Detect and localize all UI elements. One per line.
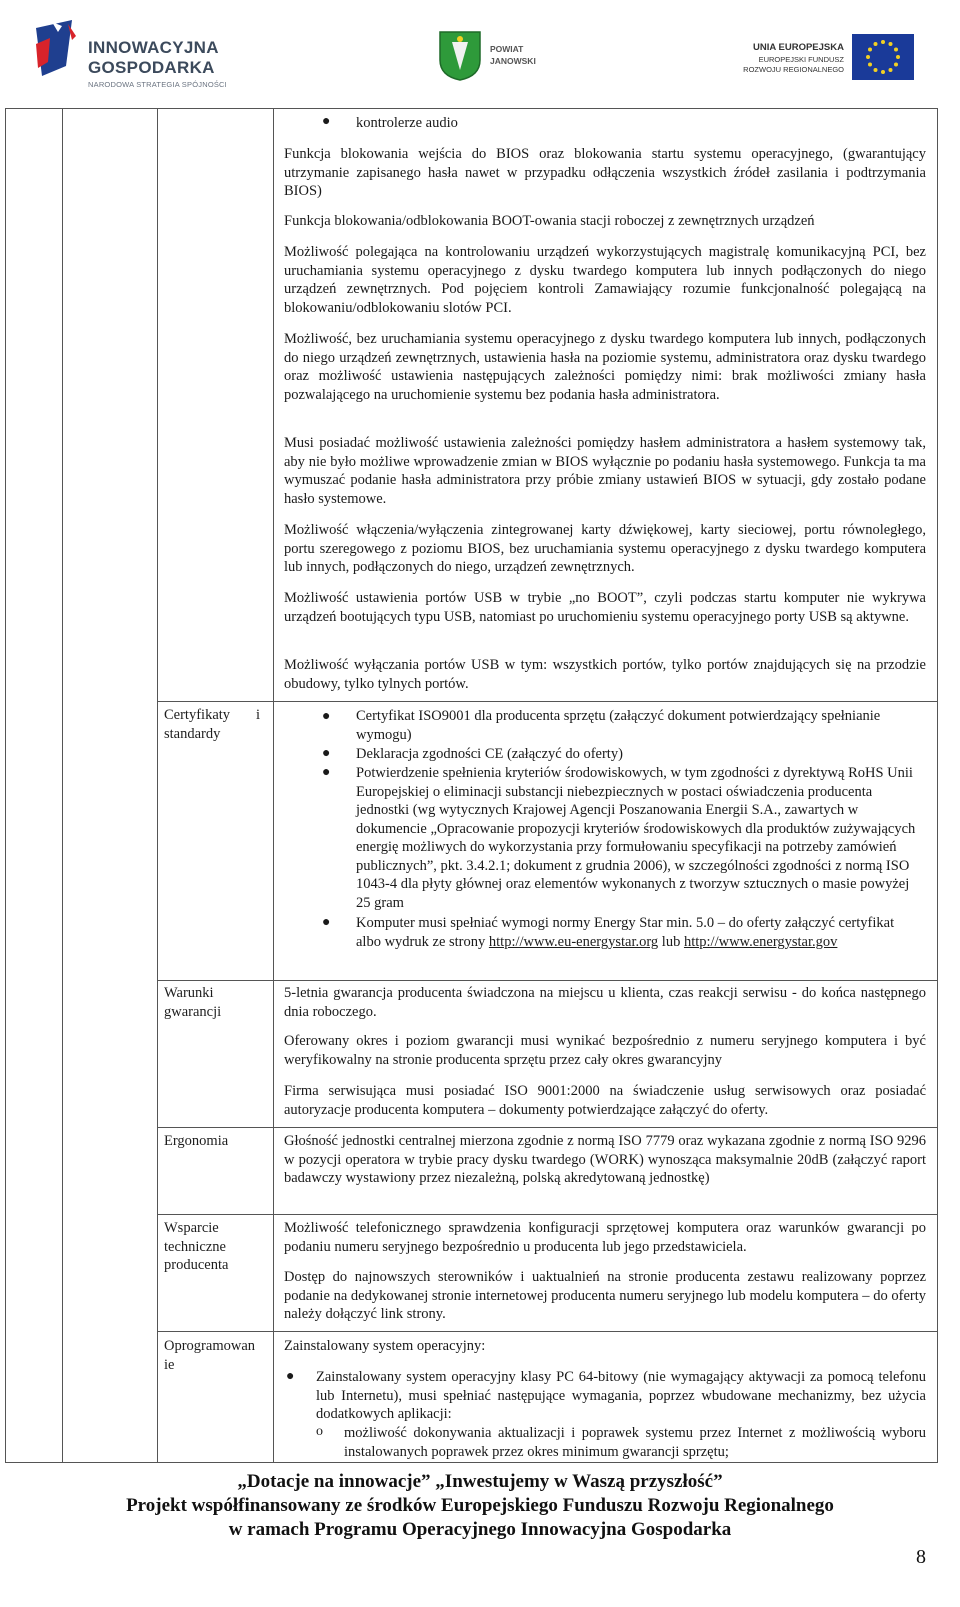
row-divider-4 [157, 1214, 938, 1215]
list-item: Zainstalowany system operacyjny klasy PC 64-bitowy (nie wymagający aktywacji za pomocą telefonu lub Internetu), musi spełniać następujące wymagania, poprzez wbudowane mechanizmy, bez użycia dodatkowych aplikacji: [316, 1369, 926, 1422]
bullet-icon: ● [322, 746, 331, 761]
bullet-icon: ● [322, 765, 331, 780]
list-item: kontrolerze audio [356, 115, 458, 131]
bullet-icon: ● [322, 915, 331, 930]
page-footer [0, 1470, 960, 1542]
eu-flag-icon [852, 34, 914, 80]
page-number: 8 [916, 1546, 926, 1568]
paragraph: Funkcja blokowania/odblokowania BOOT-owania stacji roboczej z zewnętrznych urządzeń [284, 213, 815, 229]
list-item: Potwierdzenie spełnienia kryteriów środowiskowych, w tym zgodności z dyrektywą RoHS Unii Europejskiej o eliminacji substancji niebezpiecznych w postaci oświadczenia producenta jednostki (wg wytycznych Krajowej Agencji Poszanowania Energii S.A., zawartych w dokumencie „Opracowanie propozycji kryteriów środowiskowych dla produktów zużywających energię możliwych do wykorzystania przy formułowaniu specyfikacji na potrzeby zamówień publicznych”, pkt. 3.4.2.1; dokument z grudnia 2006), w szczególności zgodności z normą ISO 1043-4 dla płyty głównej oraz elementów wykonanych z tworzyw sztucznych o masie powyżej 25 gram [356, 765, 916, 911]
pj-logo-line1: POWIAT [490, 44, 524, 54]
coat-of-arms-icon [438, 30, 482, 82]
paragraph: Zainstalowany system operacyjny: [284, 1338, 486, 1354]
paragraph: Oferowany okres i poziom gwarancji musi wynikać bezpośrednio z numeru seryjnego komputera i być weryfikowalny na stronie producenta sprzętu przez cały okres gwarancyjny [284, 1033, 926, 1068]
column-divider-1 [62, 108, 63, 1463]
eu-energystar-link[interactable]: http://www.eu-energystar.org [488, 933, 659, 950]
row-divider-2 [157, 980, 938, 981]
paragraph: Funkcja blokowania wejścia do BIOS oraz blokowania startu systemu operacyjnego, (gwarantujący utrzymanie zapisanego hasła nawet w przypadku odłączenia wszystkich źródeł zasilania i podtrzymania BIOS) [284, 146, 926, 199]
paragraph: Możliwość ustawienia portów USB w trybie „no BOOT”, czyli podczas startu komputer nie wykrywa urządzeń bootujących typu USB, natomiast po uruchomieniu systemu operacyjnego porty USB są aktywne. [284, 590, 926, 625]
paragraph: Głośność jednostki centralnej mierzona zgodnie z normą ISO 7779 oraz wykazana zgodnie z normą ISO 9296 w pozycji operatora w trybie pracy dysku twardego (WORK) wynosząca maksymalnie 20dB (załączyć raport badawczy wystawiony przez niezależną, polską akredytowaną jednostkę) [284, 1133, 926, 1186]
footer-programme: w ramach Programu Operacyjnego Innowacyjna Gospodarka [228, 1519, 732, 1540]
ig-logo-line1: INNOWACYJNA [88, 38, 219, 57]
row-divider-3 [157, 1127, 938, 1128]
energy-star-text: Komputer musi spełniać wymogi normy Energy Star min. 5.0 – do oferty załączyć certyfikat albo wydruk ze strony [356, 915, 895, 950]
paragraph: Możliwość telefonicznego sprawdzenia konfiguracji sprzętowej komputera oraz warunków gwarancji po podaniu numeru seryjnego bezpośrednio u producenta lub jego przedstawiciela. [284, 1220, 926, 1255]
paragraph: Dostęp do najnowszych sterowników i uaktualnień na stronie producenta zestawu realizowany poprzez podanie na dedykowanej stronie internetowej producenta numeru seryjnego lub modelu komputera – do oferty należy dołączyć link strony. [284, 1269, 926, 1322]
row-label-ergonomics: Ergonomia [164, 1133, 229, 1149]
ig-logo-line2: GOSPODARKA [88, 58, 215, 77]
bullet-icon: ● [286, 1369, 295, 1384]
footer-cofinancing: Projekt współfinansowany ze środków Europejskiego Funduszu Rozwoju Regionalnego [126, 1495, 834, 1516]
ue-logo-line1: UNIA EUROPEJSKA [753, 42, 844, 53]
row-label-warranty: Warunki gwarancji [164, 985, 222, 1020]
row-divider-1 [157, 701, 938, 702]
ig-logo-line3: NARODOWA STRATEGIA SPÓJNOŚCI [88, 80, 227, 89]
paragraph: Możliwość wyłączania portów USB w tym: wszystkich portów, tylko portów znajdujących się na przodzie obudowy, tylko tylnych portów. [284, 657, 926, 692]
powiat-janowski-logo [438, 30, 548, 86]
paragraph: Możliwość, bez uruchamiania systemu operacyjnego z dysku twardego komputera lub innych, podłączonych do niego urządzeń zewnętrznych, ustawienia hasła na poziomie systemu, administratora oraz dysku twardego oraz możliwość ustawienia następujących zależności pomiędzy nimi: brak możliwości zmiany hasła pozwalającego na uruchomienie systemu bez podania hasła administratora. [284, 331, 926, 403]
pj-logo-line2: JANOWSKI [490, 56, 536, 66]
row-label-software: Oprogramowanie [164, 1338, 256, 1373]
list-item: Certyfikat ISO9001 dla producenta sprzętu (załączyć dokument potwierdzający spełnianie wymogu) [356, 708, 881, 743]
paragraph: 5-letnia gwarancja producenta świadczona na miejscu u klienta, czas reakcji serwisu - do końca następnego dnia roboczego. [284, 985, 926, 1020]
page-header [0, 0, 960, 108]
column-divider-3 [273, 108, 274, 1463]
list-item: Deklaracja zgodności CE (załączyć do oferty) [356, 746, 623, 762]
paragraph: Możliwość polegająca na kontrolowaniu urządzeń wykorzystujących magistralę komunikacyjną PCI, bez uruchamiania systemu operacyjnego z dysku twardego komputera lub innych podłączonych do niego urządzeń zewnętrznych. Pod pojęciem kontroli Zamawiający rozumie funkcjonalność polegającą na blokowaniu/odblokowaniu slotów PCI. [284, 244, 926, 316]
ue-logo-line3: ROZWOJU REGIONALNEGO [743, 65, 844, 74]
ue-logo-line2: EUROPEJSKI FUNDUSZ [758, 55, 844, 64]
link-separator: lub [658, 933, 681, 950]
sub-bullet-icon: o [316, 1424, 323, 1439]
bullet-icon: ● [322, 114, 331, 129]
paragraph: Musi posiadać możliwość ustawienia zależności pomiędzy hasłem administratora a hasłem systemowy tak, aby nie było możliwe wprowadzenie zmian w BIOS wyłącznie po podaniu hasła systemowego. Funkcja ta ma wymuszać podanie hasła administratora przy próbie zmiany ustawień BIOS w sytuacji, gdy zostało podane hasło systemowe. [284, 435, 926, 507]
row-label-tech-support: Wsparcie techniczne producenta [164, 1220, 229, 1273]
row-divider-5 [157, 1331, 938, 1332]
sub-list-item: możliwość dokonywania aktualizacji i poprawek systemu przez Internet z możliwością wyboru instalowanych poprawek przez okres minimum gwarancji sprzętu; [344, 1425, 926, 1460]
energystar-gov-link[interactable]: http://www.energystar.gov [683, 933, 838, 950]
unia-europejska-logo [732, 30, 932, 86]
innowacyjna-gospodarka-logo [32, 18, 252, 88]
ig-emblem-icon [32, 18, 88, 80]
bullet-icon: ● [322, 709, 331, 724]
column-divider-2 [157, 108, 158, 1463]
paragraph: Firma serwisująca musi posiadać ISO 9001:2000 na świadczenie usług serwisowych oraz posiadać autoryzacje producenta komputera – dokumenty potwierdzające załączyć do oferty. [284, 1083, 926, 1118]
row-label-certificates: Certyfikaty i standardy [164, 707, 260, 742]
list-item-energy-star [356, 914, 916, 951]
paragraph: Możliwość włączenia/wyłączenia zintegrowanej karty dźwiękowej, karty sieciowej, portu równoległego, portu szeregowego z poziomu BIOS, bez uruchamiania systemu operacyjnego z dysku twardego komputera lub innych, podłączonych do niego, urządzeń zewnętrznych. [284, 522, 926, 575]
footer-slogan: „Dotacje na innowacje” „Inwestujemy w Waszą przyszłość” [237, 1471, 723, 1492]
